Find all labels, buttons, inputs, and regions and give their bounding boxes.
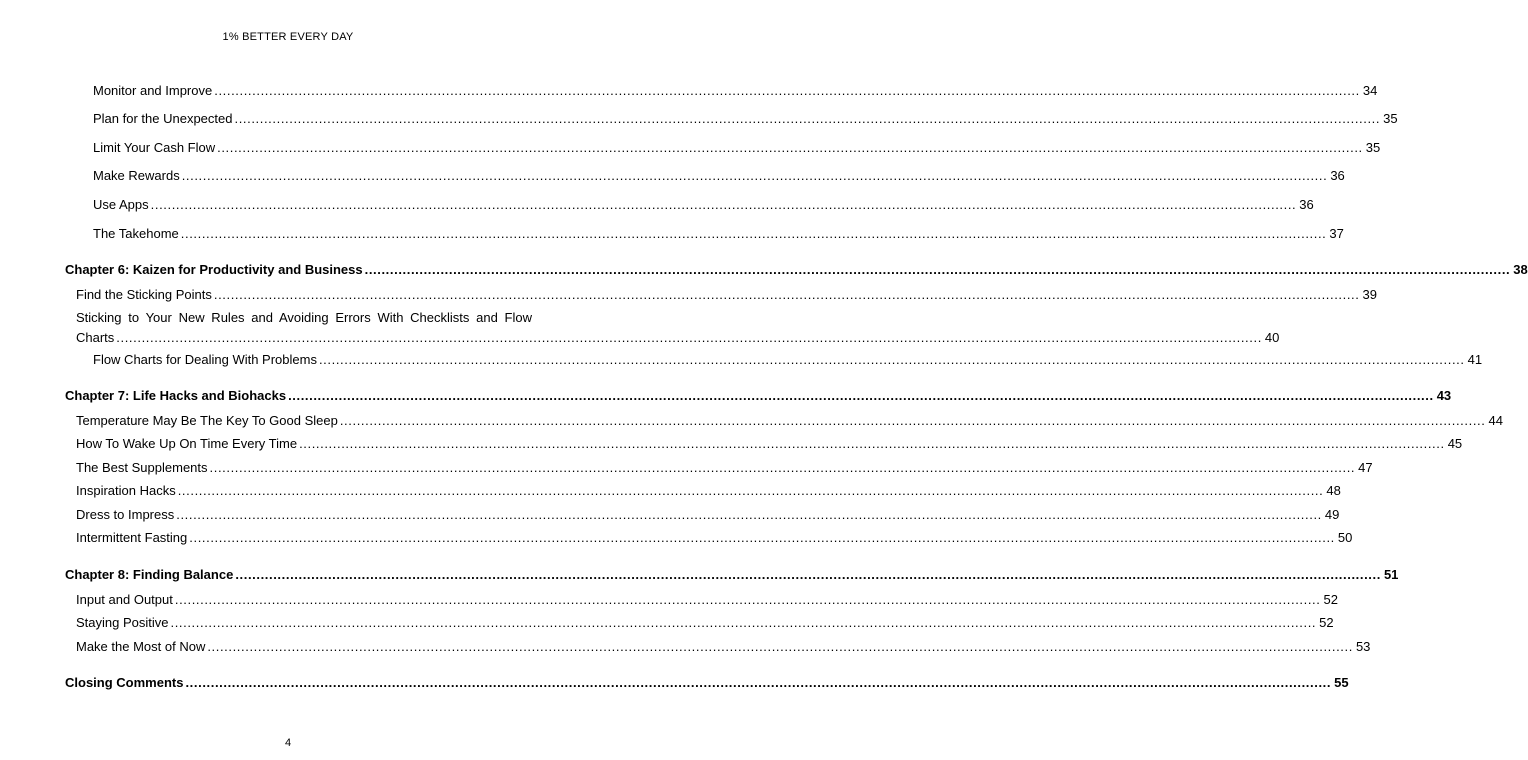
toc-entry-title: Chapter 8: Finding Balance: [65, 567, 234, 582]
toc-entry[interactable]: [93, 140, 1381, 156]
page-number: 4: [284, 737, 292, 749]
dot-leader: ................................................................................................................................................................................................................................................................................: [234, 111, 1381, 126]
toc-entry-title: Flow Charts for Dealing With Problems: [93, 352, 317, 367]
dot-leader: ................................................................................................................................................................................................................................................................................: [174, 592, 1321, 607]
toc-entry-title-continued: Charts: [76, 330, 115, 345]
dot-leader: ................................................................................................................................................................................................................................................................................: [213, 287, 1360, 302]
dot-leader: ................................................................................................................................................................................................................................................................................: [207, 639, 1353, 654]
toc-entry-title: Staying Positive: [76, 615, 169, 630]
toc-entry-title: Make the Most of Now: [76, 639, 206, 654]
toc-entry[interactable]: [76, 592, 1338, 608]
toc-entry[interactable]: [76, 615, 1334, 631]
toc-entry-title: The Takehome: [93, 226, 179, 241]
dot-leader: ................................................................................................................................................................................................................................................................................: [209, 460, 1356, 475]
toc-entry[interactable]: [76, 507, 1340, 523]
toc-entry-title: Input and Output: [76, 592, 173, 607]
dot-leader: ................................................................................................................................................................................................................................................................................: [181, 168, 1328, 183]
toc-entry-title: Closing Comments: [65, 675, 184, 690]
dot-leader: ................................................................................................................................................................................................................................................................................: [170, 615, 1317, 630]
toc-entry[interactable]: [76, 287, 1377, 303]
toc-entry-title: Chapter 7: Life Hacks and Biohacks: [65, 388, 287, 403]
toc-entry-page: 44: [1488, 413, 1503, 428]
toc-chapter-entry[interactable]: [65, 262, 1528, 278]
toc-entry-title: Find the Sticking Points: [76, 287, 212, 302]
toc-entry-page: 51: [1383, 567, 1399, 582]
dot-leader: ................................................................................................................................................................................................................................................................................: [318, 352, 1465, 367]
toc-entry-title: Use Apps: [93, 197, 149, 212]
dot-leader: ................................................................................................................................................................................................................................................................................: [217, 140, 1363, 155]
toc-entry-page: 43: [1436, 388, 1452, 403]
dot-leader: ................................................................................................................................................................................................................................................................................: [150, 197, 1297, 212]
toc-entry-title: How To Wake Up On Time Every Time: [76, 436, 298, 451]
toc-chapter-entry[interactable]: [65, 567, 1399, 583]
dot-leader: ................................................................................................................................................................................................................................................................................: [299, 436, 1445, 451]
toc-chapter-entry[interactable]: [65, 388, 1452, 404]
toc-entry[interactable]: [76, 310, 1280, 346]
dot-leader: ................................................................................................................................................................................................................................................................................: [288, 388, 1434, 403]
dot-leader: ................................................................................................................................................................................................................................................................................: [189, 530, 1335, 545]
toc-entry-page: 52: [1319, 615, 1334, 630]
toc-chapter-entry[interactable]: [65, 675, 1349, 691]
toc-entry[interactable]: [93, 111, 1398, 127]
dot-leader: ................................................................................................................................................................................................................................................................................: [176, 507, 1322, 522]
toc-entry-page: 41: [1467, 352, 1483, 367]
toc-entry-page: 34: [1362, 83, 1378, 98]
toc-entry-page: 50: [1337, 530, 1353, 545]
running-header: 1% BETTER EVERY DAY: [222, 31, 354, 43]
toc-entry-page: 35: [1365, 140, 1381, 155]
toc-entry-page: 48: [1326, 483, 1341, 498]
dot-leader: ................................................................................................................................................................................................................................................................................: [177, 483, 1324, 498]
toc-entry-title: Intermittent Fasting: [76, 530, 188, 545]
dot-leader: ................................................................................................................................................................................................................................................................................: [116, 330, 1262, 345]
toc-entry-page: 47: [1358, 460, 1373, 475]
dot-leader: ................................................................................................................................................................................................................................................................................: [185, 675, 1332, 690]
toc-entry[interactable]: [93, 197, 1314, 213]
toc-entry[interactable]: [93, 168, 1345, 184]
toc-entry-page: 36: [1299, 197, 1314, 212]
dot-leader: ................................................................................................................................................................................................................................................................................: [339, 413, 1486, 428]
toc-entry[interactable]: [93, 352, 1483, 368]
toc-entry[interactable]: [93, 83, 1378, 99]
dot-leader: ................................................................................................................................................................................................................................................................................: [235, 567, 1381, 582]
toc-entry-title: Dress to Impress: [76, 507, 175, 522]
toc-entry[interactable]: [76, 483, 1341, 499]
toc-entry-page: 55: [1334, 675, 1349, 690]
toc-entry-page: 39: [1362, 287, 1377, 302]
toc-entry[interactable]: [76, 460, 1373, 476]
toc-entry-page: 49: [1324, 507, 1340, 522]
toc-entry-page: 35: [1383, 111, 1398, 126]
dot-leader: ................................................................................................................................................................................................................................................................................: [364, 262, 1511, 277]
toc-entry-page: 52: [1323, 592, 1338, 607]
toc-entry-page: 45: [1447, 436, 1463, 451]
toc-entry-title: Limit Your Cash Flow: [93, 140, 216, 155]
dot-leader: ................................................................................................................................................................................................................................................................................: [214, 83, 1360, 98]
toc-entry-page: 53: [1355, 639, 1371, 654]
toc-entry-title: The Best Supplements: [76, 460, 208, 475]
toc-entry[interactable]: [76, 436, 1463, 452]
toc-entry-title: Temperature May Be The Key To Good Sleep: [76, 413, 338, 428]
toc-entry[interactable]: [93, 226, 1344, 242]
toc-entry-title: Make Rewards: [93, 168, 180, 183]
toc-entry-title: Plan for the Unexpected: [93, 111, 233, 126]
toc-entry-page: 40: [1264, 330, 1280, 345]
toc-entry-title: Sticking to Your New Rules and Avoiding Errors With Checklists and Flow: [76, 310, 532, 325]
toc-entry-page: 38: [1513, 262, 1528, 277]
dot-leader: ................................................................................................................................................................................................................................................................................: [180, 226, 1327, 241]
toc-entry-page: 36: [1330, 168, 1345, 183]
toc-entry-title: Inspiration Hacks: [76, 483, 176, 498]
toc-entry[interactable]: [76, 530, 1353, 546]
toc-entry-title: Monitor and Improve: [93, 83, 213, 98]
toc-entry[interactable]: [76, 639, 1371, 655]
toc-entry-title: Chapter 6: Kaizen for Productivity and Business: [65, 262, 363, 277]
toc-entry[interactable]: [76, 413, 1503, 429]
toc-entry-page: 37: [1329, 226, 1344, 241]
